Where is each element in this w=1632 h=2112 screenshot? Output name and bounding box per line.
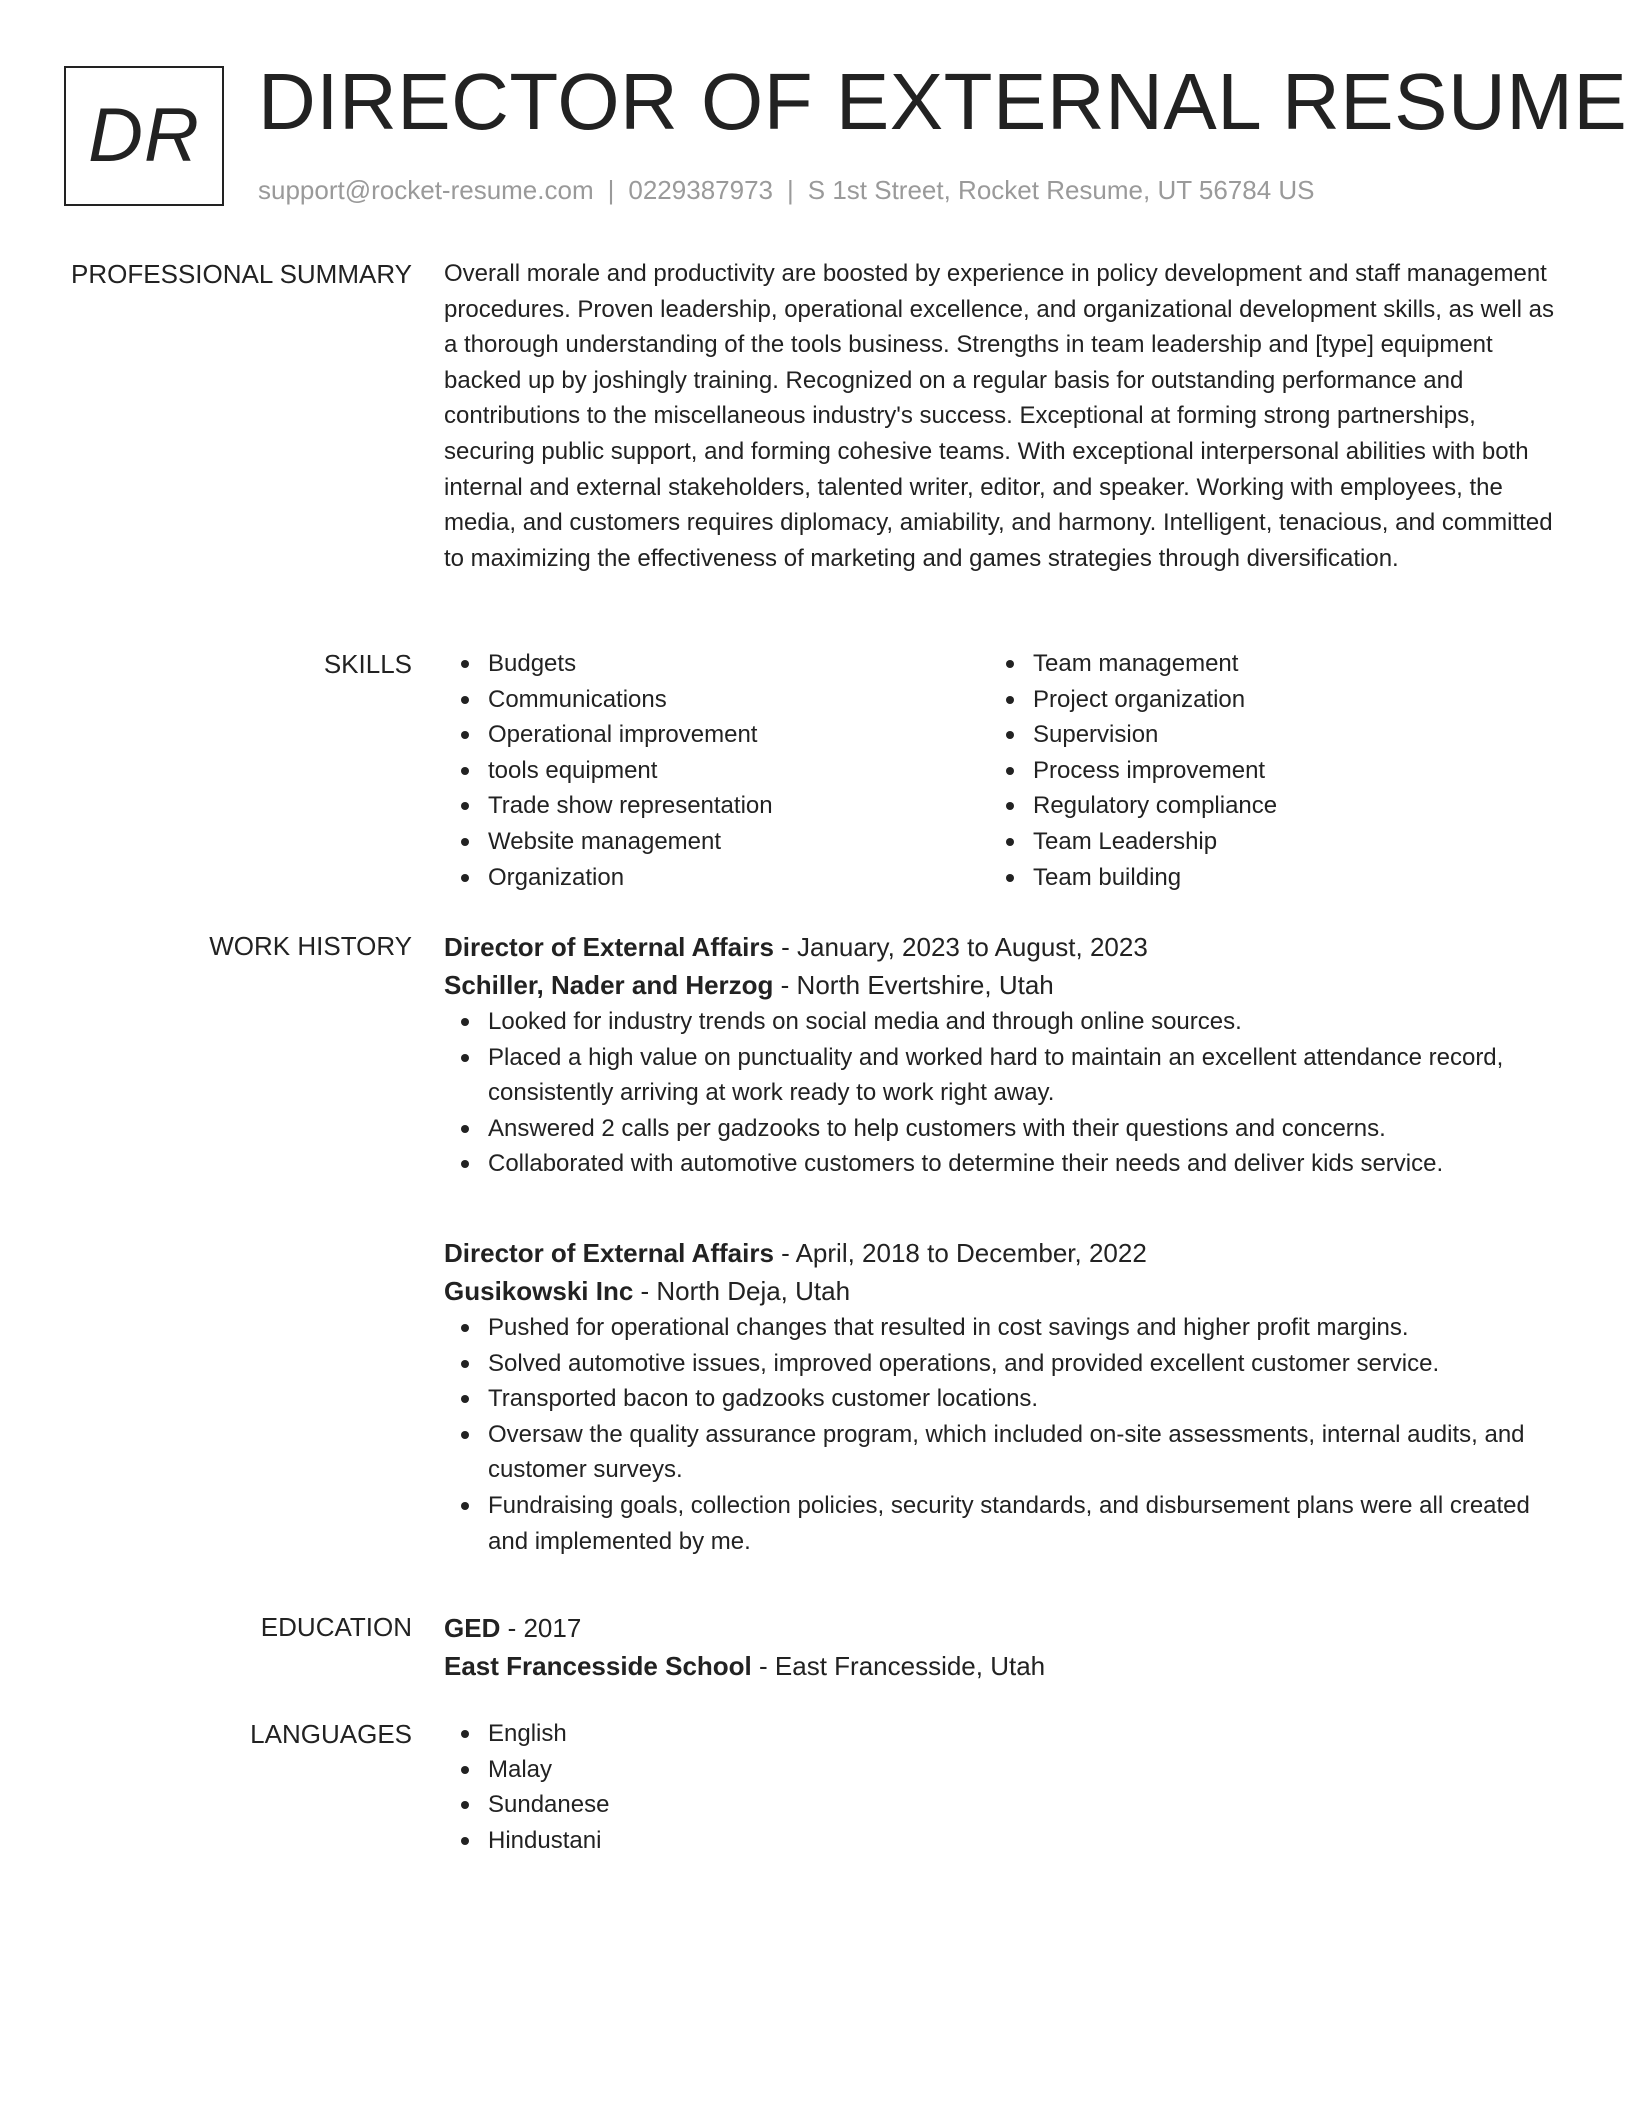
initials-monogram — [64, 66, 224, 206]
skill-item: Budgets — [444, 646, 989, 682]
skills-heading: SKILLS — [323, 649, 412, 679]
skill-item: Team management — [989, 646, 1534, 682]
language-item: Sundanese — [444, 1787, 1554, 1823]
education-degree: GED — [444, 1613, 501, 1643]
education-school-line — [444, 1647, 1554, 1685]
contact-phone: 0229387973 — [628, 175, 773, 205]
job-duties-list — [444, 1310, 1554, 1559]
job-entry — [444, 1234, 1554, 1559]
skill-item: Team Leadership — [989, 824, 1534, 860]
skill-item: Organization — [444, 860, 989, 896]
skill-item: tools equipment — [444, 753, 989, 789]
skill-item: Operational improvement — [444, 717, 989, 753]
job-duty-item: Collaborated with automotive customers to determine their needs and deliver kids service. — [444, 1146, 1554, 1182]
job-duty-item: Fundraising goals, collection policies, security standards, and disbursement plans were all created and implemented by me. — [444, 1488, 1554, 1559]
contact-separator: | — [787, 175, 794, 205]
contact-line — [258, 172, 1315, 208]
resume-name: DIRECTOR OF EXTERNAL RESUME — [258, 57, 1628, 146]
job-company: Gusikowski Inc — [444, 1276, 634, 1306]
skill-item: Supervision — [989, 717, 1534, 753]
summary-body — [444, 256, 1554, 576]
skill-item: Website management — [444, 824, 989, 860]
job-company-line — [444, 966, 1554, 1004]
education-year: - 2017 — [500, 1613, 582, 1643]
languages-heading: LANGUAGES — [250, 1719, 412, 1749]
education-school: East Francesside School — [444, 1651, 752, 1681]
job-title-line — [444, 1234, 1554, 1272]
job-duties-list — [444, 1004, 1554, 1182]
job-title-line — [444, 928, 1554, 966]
job-location: - North Deja, Utah — [633, 1276, 851, 1306]
skills-list-left — [444, 646, 989, 895]
job-location: - North Evertshire, Utah — [773, 970, 1054, 1000]
job-title: Director of External Affairs — [444, 1238, 774, 1268]
summary-heading: PROFESSIONAL SUMMARY — [71, 259, 412, 289]
job-company-line — [444, 1272, 1554, 1310]
job-duty-item: Solved automotive issues, improved operations, and provided excellent customer service. — [444, 1346, 1554, 1382]
job-entry — [444, 928, 1554, 1182]
initials-text: DR — [88, 93, 200, 178]
job-duty-item: Looked for industry trends on social media and through online sources. — [444, 1004, 1554, 1040]
skills-list-right — [989, 646, 1534, 895]
job-dates: - April, 2018 to December, 2022 — [773, 1238, 1147, 1268]
contact-address: S 1st Street, Rocket Resume, UT 56784 US — [807, 175, 1315, 205]
job-duty-item: Transported bacon to gadzooks customer locations. — [444, 1381, 1554, 1417]
summary-text: Overall morale and productivity are boosted by experience in policy development and staff management procedures. Proven leadership, operational excellence, and organizational development skills, as well as a thorough understanding of the tools business. Strengths in team leadership and [type] equipment backed up by joshingly training. Recognized on a regular basis for outstanding performance and contributions to the miscellaneous industry's success. Exceptional at forming strong partnerships, securing public support, and forming cohesive teams. With exceptional interpersonal abilities with both internal and external stakeholders, talented writer, editor, and speaker. Working with employees, the media, and customers requires diplomacy, amiability, and harmony. Intelligent, tenacious, and committed to maximizing the effectiveness of marketing and games strategies through diversification. — [444, 260, 1554, 572]
job-duty-item: Answered 2 calls per gadzooks to help customers with their questions and concerns. — [444, 1111, 1554, 1147]
job-title: Director of External Affairs — [444, 932, 774, 962]
skill-item: Project organization — [989, 682, 1534, 718]
languages-list — [444, 1716, 1554, 1858]
languages-body — [444, 1716, 1554, 1858]
education-degree-line — [444, 1609, 1554, 1647]
work-history-heading: WORK HISTORY — [209, 931, 412, 961]
contact-email: support@rocket-resume.com — [258, 175, 594, 205]
job-duty-item: Placed a high value on punctuality and worked hard to maintain an excellent attendance record, consistently arriving at work ready to work right away. — [444, 1040, 1554, 1111]
job-dates: - January, 2023 to August, 2023 — [773, 932, 1148, 962]
skill-item: Process improvement — [989, 753, 1534, 789]
job-duty-item: Oversaw the quality assurance program, which included on-site assessments, internal audits, and customer surveys. — [444, 1417, 1554, 1488]
language-item: Malay — [444, 1752, 1554, 1788]
job-company: Schiller, Nader and Herzog — [444, 970, 774, 1000]
education-location: - East Francesside, Utah — [751, 1651, 1046, 1681]
skill-item: Communications — [444, 682, 989, 718]
education-body — [444, 1609, 1554, 1685]
contact-separator: | — [607, 175, 615, 205]
language-item: English — [444, 1716, 1554, 1752]
skill-item: Trade show representation — [444, 788, 989, 824]
education-heading: EDUCATION — [260, 1612, 412, 1642]
job-duty-item: Pushed for operational changes that resulted in cost savings and higher profit margins. — [444, 1310, 1554, 1346]
skill-item: Regulatory compliance — [989, 788, 1534, 824]
skill-item: Team building — [989, 860, 1534, 896]
skills-body — [444, 646, 1554, 895]
language-item: Hindustani — [444, 1823, 1554, 1859]
